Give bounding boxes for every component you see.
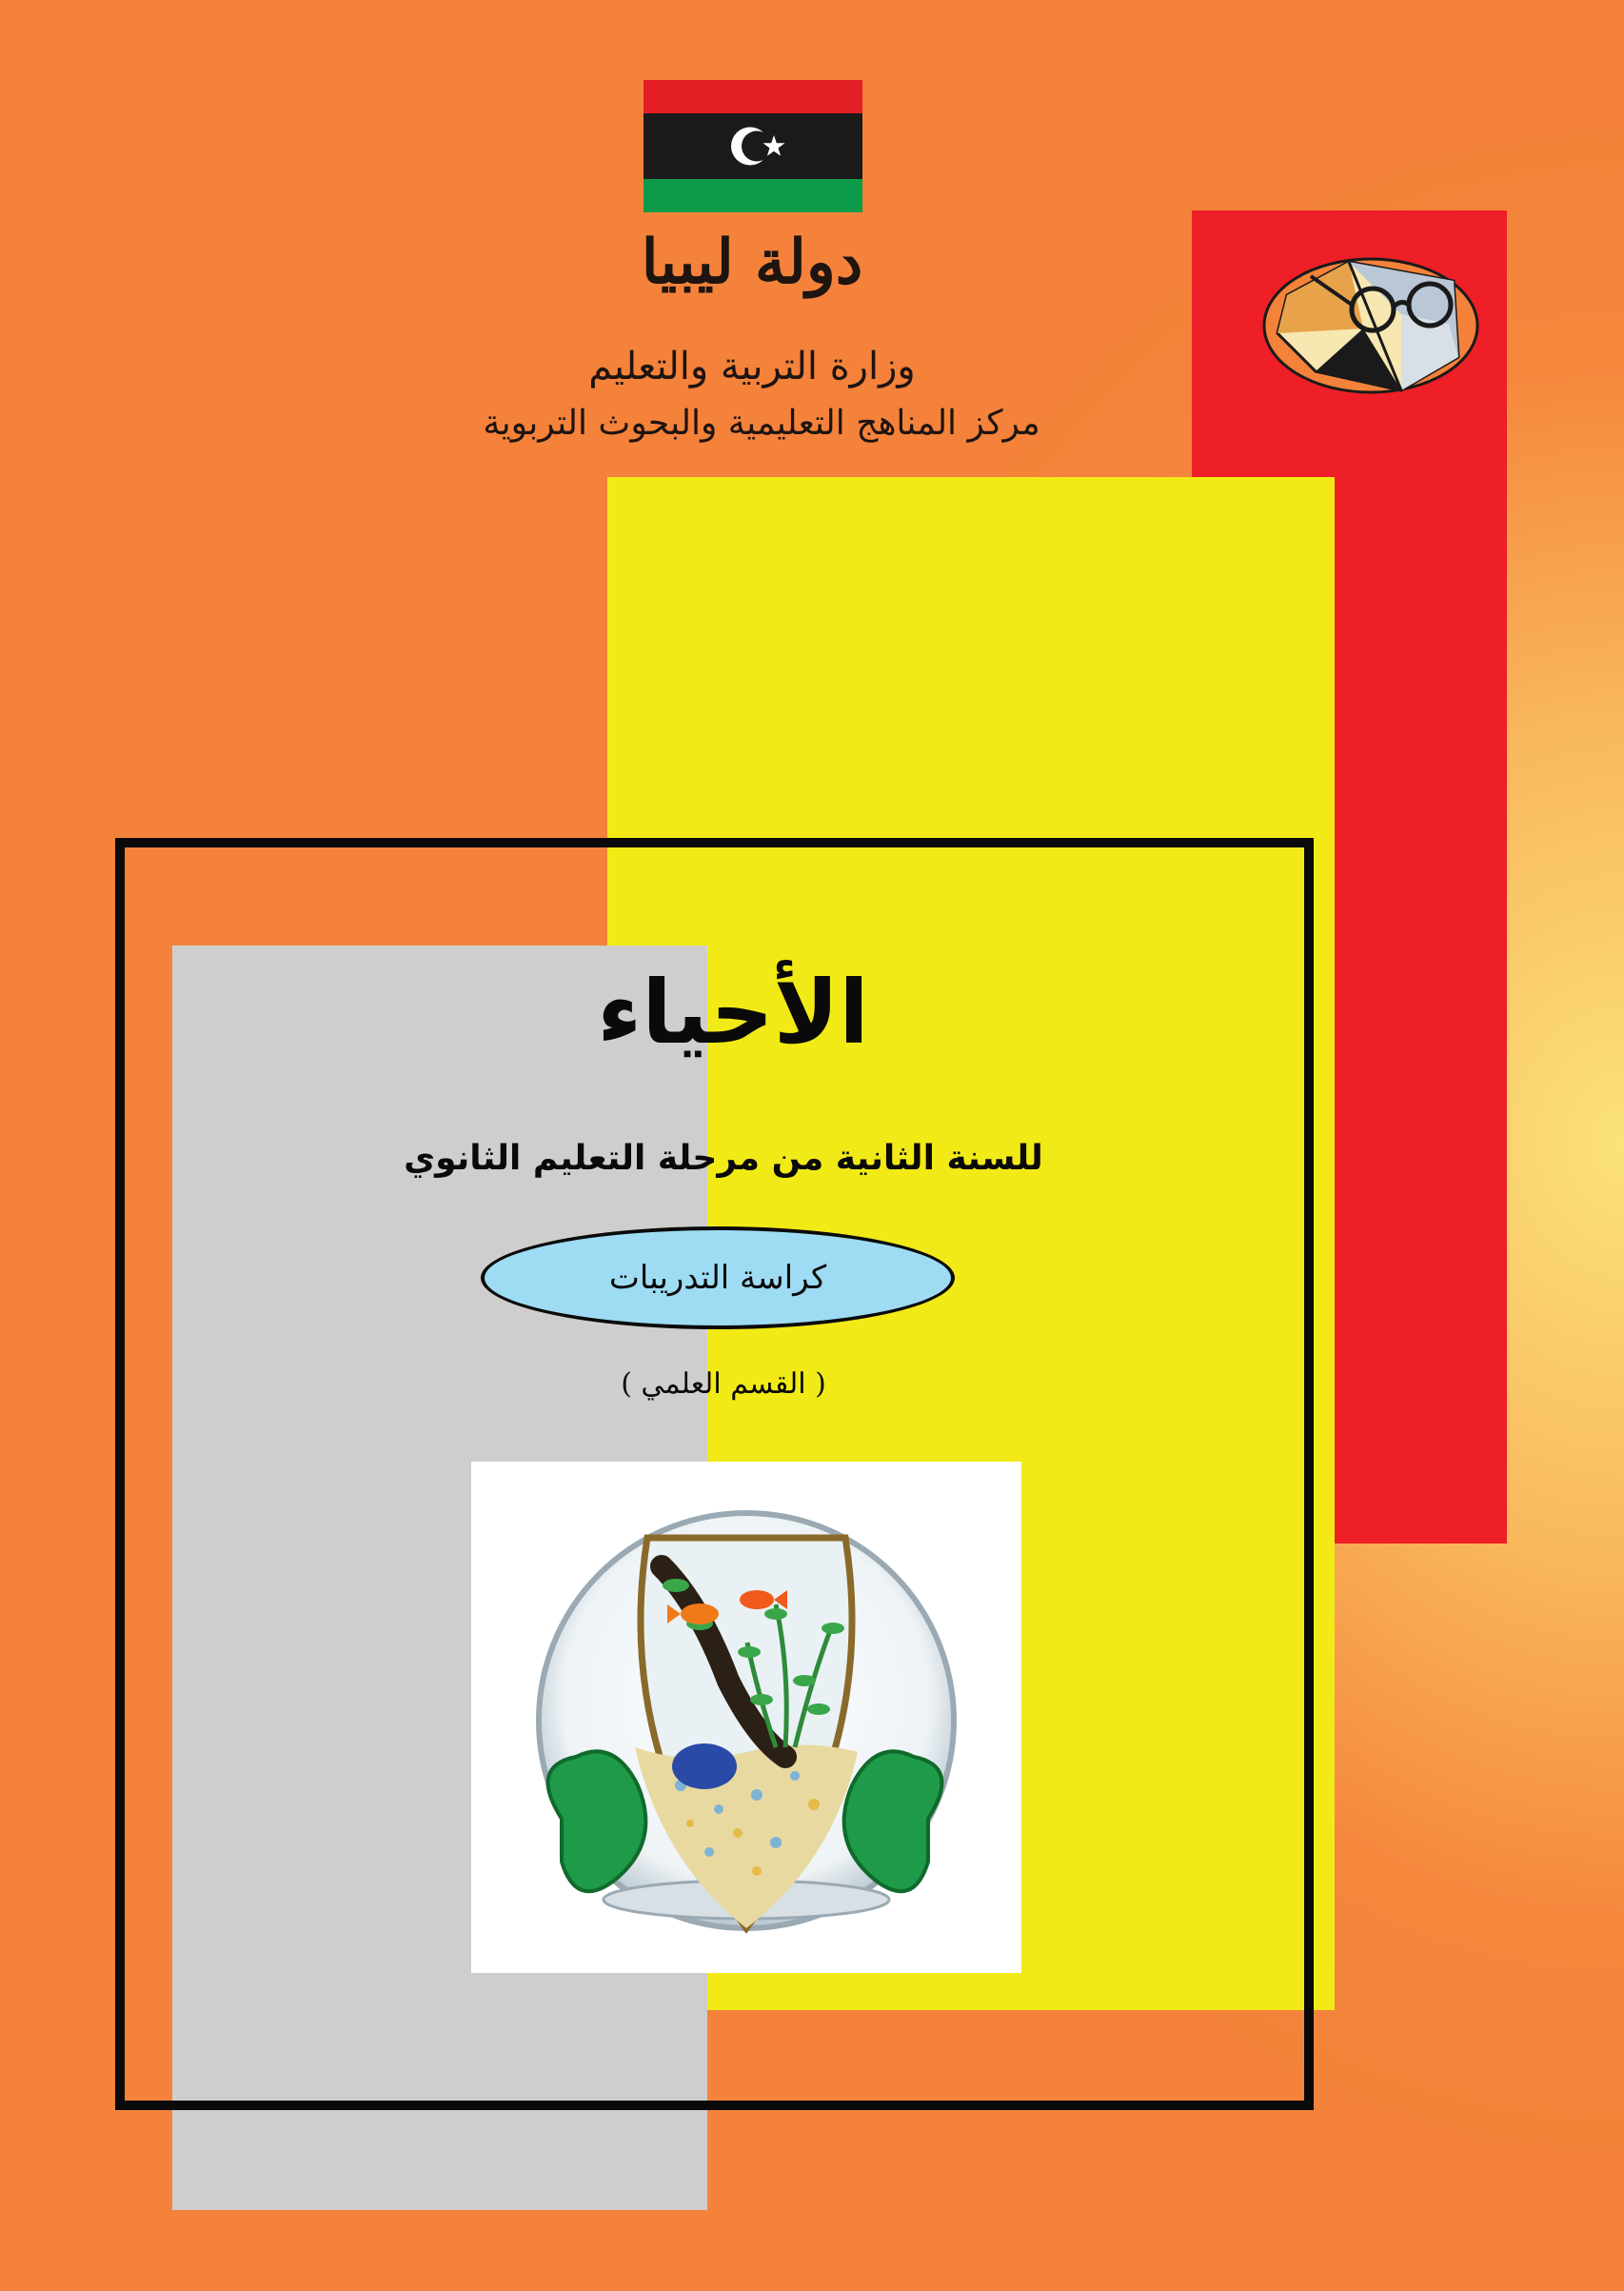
book-glasses-icon: [1258, 238, 1487, 400]
state-name: دولة ليبيا: [641, 227, 863, 298]
workbook-label: كراسة التدريبات: [608, 1259, 827, 1297]
book-subtitle: للسنة الثانية من مرحلة التعليم الثانوي: [404, 1139, 1043, 1178]
workbook-badge: [481, 1226, 955, 1329]
book-title: الأحياء: [597, 962, 869, 1064]
curriculum-center-name: مركز المناهج التعليمية والبحوث التربوية: [483, 404, 1040, 443]
section-label: ( القسم العلمي ): [621, 1367, 826, 1401]
ministry-name: وزارة التربية والتعليم: [588, 345, 916, 388]
aquarium-illustration: [471, 1462, 1021, 1973]
libya-flag-icon: [644, 80, 862, 212]
fish-aquarium-image: [471, 1462, 1021, 1973]
